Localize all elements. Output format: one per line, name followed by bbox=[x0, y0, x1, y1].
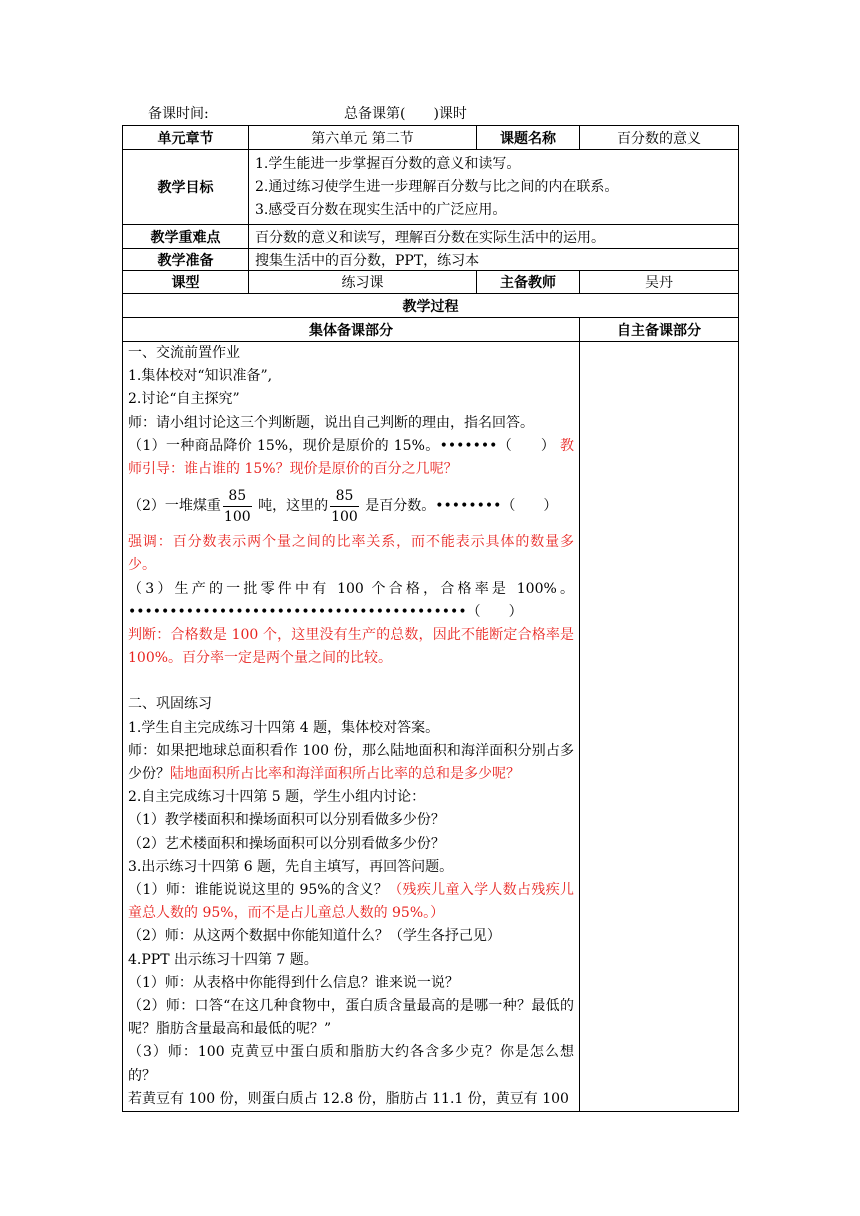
goals-label: 教学目标 bbox=[123, 150, 249, 225]
topic-label: 课题名称 bbox=[477, 126, 580, 150]
goals-row bbox=[123, 150, 739, 225]
question-3: （3）生产的一批零件中有 100 个合格，合格率是 100%。•••••••••••••••••••••••••••••••••••••••••（ ） bbox=[128, 580, 575, 620]
type-value: 练习课 bbox=[249, 271, 477, 294]
preparation-row bbox=[123, 249, 739, 271]
preparation-value: 搜集生活中的百分数，PPT，练习本 bbox=[249, 249, 739, 271]
self-prep-content bbox=[580, 342, 739, 1112]
fraction-denominator: 100 bbox=[331, 508, 358, 525]
text-line: 2.讨论“自主探究” bbox=[128, 391, 240, 408]
collective-column-header: 集体备课部分 bbox=[123, 318, 580, 342]
fraction-denominator: 100 bbox=[223, 508, 251, 525]
process-body-row bbox=[123, 342, 739, 1112]
question-2 bbox=[128, 483, 574, 529]
goals-cell bbox=[249, 150, 739, 225]
question-1 bbox=[128, 435, 574, 481]
process-title: 教学过程 bbox=[123, 294, 739, 318]
goal-item: 2.通过练习使学生进一步理解百分数与比之间的内在联系。 bbox=[255, 178, 619, 195]
fraction bbox=[330, 486, 359, 527]
section-heading: 二、巩固练习 bbox=[128, 696, 212, 713]
text-line: 2.自主完成练习十四第 5 题，学生小组内讨论： bbox=[128, 789, 426, 806]
text-line: 师：请小组讨论这三个判断题，说出自己判断的理由，指名回答。 bbox=[128, 414, 534, 431]
text-line: 若黄豆有 100 份，则蛋白质占 12.8 份，脂肪占 11.1 份，黄豆有 100 bbox=[128, 1090, 569, 1107]
process-columns-row bbox=[123, 318, 739, 342]
self-column-header: 自主备课部分 bbox=[580, 318, 739, 342]
text-line: 4.PPT 出示练习十四第 7 题。 bbox=[128, 951, 318, 968]
process-title-row bbox=[123, 294, 739, 318]
judgment-note: 判断：合格数是 100 个，这里没有生产的总数，因此不能断定合格率是 100%。百分率一定是两个量之间的比较。 bbox=[128, 627, 575, 667]
teacher-guidance: 教师引导：谁占谁的 15%？现价是原价的百分之几呢？ bbox=[128, 437, 575, 478]
emphasis-note: 强调：百分数表示两个量之间的比率关系，而不能表示具体的数量多少。 bbox=[128, 534, 575, 574]
fraction bbox=[223, 486, 252, 527]
text-line: （1）师：从表格中你能得到什么信息？谁来说一说？ bbox=[128, 974, 459, 991]
type-row bbox=[123, 271, 739, 294]
text-line: （1）教学楼面积和操场面积可以分别看做多少份？ bbox=[128, 812, 445, 829]
text-span: （1）师：谁能说说这里的 95%的含义？ bbox=[128, 882, 389, 899]
question-text: 吨，这里的 bbox=[253, 498, 329, 515]
question-text: 是百分数。••••••••（ ） bbox=[360, 498, 558, 515]
prep-time-label: 备课时间: bbox=[148, 106, 209, 122]
unit-value: 第六单元 第二节 bbox=[249, 126, 477, 150]
text-line: 3.出示练习十四第 6 题，先自主填写，再回答问题。 bbox=[128, 858, 454, 875]
text-line: （2）师：从这两个数据中你能知道什么？（学生各抒己见） bbox=[128, 928, 501, 945]
preparation-label: 教学准备 bbox=[123, 249, 249, 271]
text-line: （2）艺术楼面积和操场面积可以分别看做多少份？ bbox=[128, 835, 445, 852]
collective-content bbox=[123, 342, 580, 1112]
text-line: （2）师：口答“在这几种食物中，蛋白质含量最高的是哪一种？最低的呢？脂肪含量最高和最低的呢？” bbox=[128, 998, 575, 1038]
fraction-numerator: 85 bbox=[330, 486, 359, 507]
topic-value: 百分数的意义 bbox=[580, 126, 739, 150]
question-text: （1）一种商品降价 15%，现价是原价的 15%。•••••••（ ） bbox=[128, 437, 556, 454]
spacer bbox=[128, 670, 574, 693]
section-heading: 一、交流前置作业 bbox=[128, 345, 240, 361]
key-points-value: 百分数的意义和读写，理解百分数在实际生活中的运用。 bbox=[249, 225, 739, 249]
answer-note: （残疾儿童入学人数占残疾儿童总人数的 95%，而不是占儿童总人数的 95%。） bbox=[128, 882, 575, 922]
question-text: （2）一堆煤重 bbox=[128, 498, 221, 515]
key-points-label: 教学重难点 bbox=[123, 225, 249, 249]
lesson-number-label: 总备课第( )课时 bbox=[344, 106, 467, 122]
teacher-label: 主备教师 bbox=[477, 271, 580, 294]
key-points-row bbox=[123, 225, 739, 249]
lesson-plan-table bbox=[122, 125, 739, 1112]
teacher-question: 陆地面积所占比率和海洋面积所占比率的总和是多少呢？ bbox=[170, 766, 520, 783]
goal-item: 3.感受百分数在现实生活中的广泛应用。 bbox=[255, 201, 507, 218]
unit-label: 单元章节 bbox=[123, 126, 249, 150]
fraction-numerator: 85 bbox=[223, 486, 252, 507]
text-line: 1.学生自主完成练习十四第 4 题，集体校对答案。 bbox=[128, 719, 440, 736]
text-span: 师：如果把地球总面积看作 100 份，那么陆地面积和海洋面积分别占多少份？ bbox=[128, 742, 575, 783]
type-label: 课型 bbox=[123, 271, 249, 294]
text-line bbox=[128, 740, 574, 786]
teacher-value: 吴丹 bbox=[580, 271, 739, 294]
text-line: 1.集体校对“知识准备”, bbox=[128, 368, 273, 385]
text-line bbox=[128, 879, 574, 925]
goal-item: 1.学生能进一步掌握百分数的意义和读写。 bbox=[255, 155, 521, 172]
unit-row bbox=[123, 126, 739, 150]
text-line: （3）师：100 克黄豆中蛋白质和脂肪大约各含多少克？你是怎么想的？ bbox=[128, 1044, 575, 1084]
